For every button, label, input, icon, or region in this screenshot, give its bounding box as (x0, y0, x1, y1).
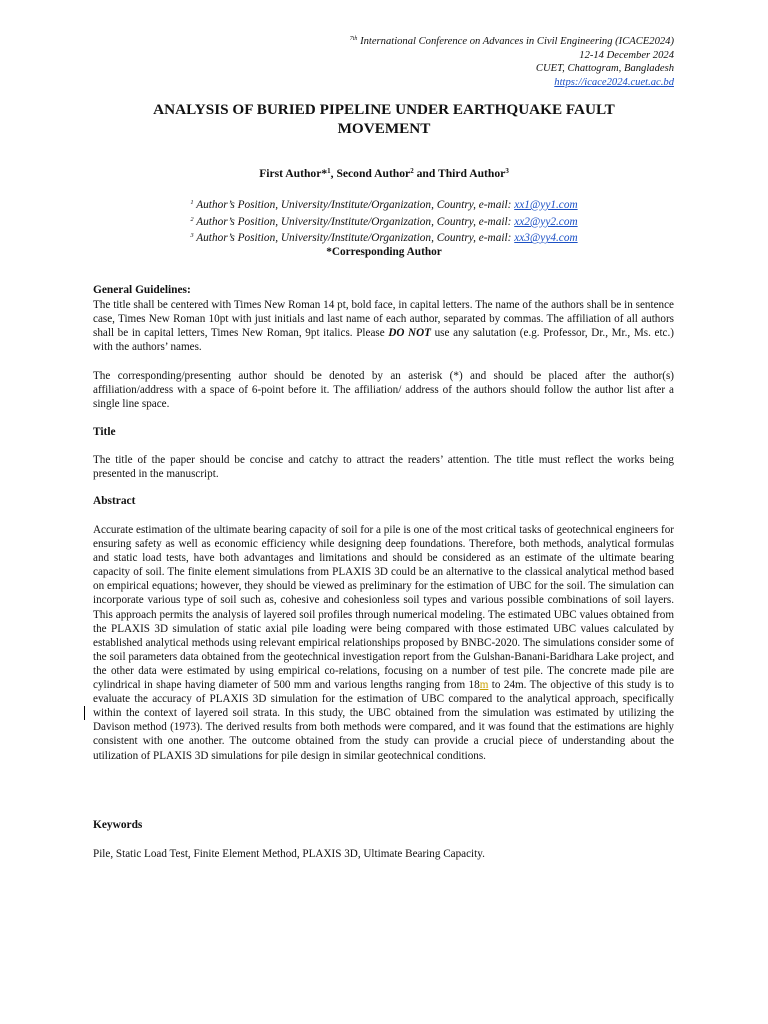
first-author: First Author* (259, 167, 328, 180)
affiliation-2-email-link[interactable]: xx2@yy2.com (514, 215, 578, 228)
affiliation-3-text: Author’s Position, University/Institute/Organization, Country, e-mail: (196, 232, 515, 245)
text-cursor (84, 706, 85, 720)
abstract-text-part-1: Accurate estimation of the ultimate bearing capacity of soil for a pile is one of the most critical tasks of geotechnical engineers for ensuring safety as well as economic efficiency while designing deep foundations. Therefore, both methods, analytical formulas and static load tests, have both advantages and limitations and should be considered as an estimate of the ultimate bearing capacity of soil. The finite element simulations from PLAXIS 3D could be an alternative to the classical analytical method based on empirical equations; however, they should be viewed as preliminary for the estimation of UBC for the soil. The simulation can incorporate various type of soil such as, cohesive and cohesionless soil types and various possible combinations of soil layers. This approach permits the analysis of layered soil profiles through numerical modeling. The estimated UBC values obtained from the PLAXIS 3D simulation of static axial pile loading were being compared with those estimated UBC values calculated by established analytical methods using relevant empirical relationships proposed by BNBC-2020. The simulations consider some of the soil parameters data obtained from the geotechnical investigation report from the Gulshan-Banani-Baridhara Lake project, and the other data were estimated by using empirical co-relations, focusing on a number of test pile. The concrete made pile are cylindrical in shape having diameter of 500 mm and various lengths ranging from 18 (93, 524, 674, 692)
keywords-text: Pile, Static Load Test, Finite Element Method, PLAXIS 3D, Ultimate Bearing Capacity. (93, 848, 485, 860)
do-not-emphasis: DO NOT (388, 327, 431, 340)
first-author-affil-num: 1 (327, 167, 331, 175)
guidelines-paragraph-2: The corresponding/presenting author should be denoted by an asterisk (*) and should be placed after the author(s) affiliation/address with a space of 6-point before it. The affiliation/ address of the authors should follow the author list after a single line space. (93, 370, 674, 411)
abstract-text[interactable] (93, 523, 674, 763)
affiliation-2 (94, 213, 674, 230)
corresponding-author-note: *Corresponding Author (326, 246, 442, 258)
conference-ordinal-suffix: th (352, 36, 358, 42)
conference-name-line (254, 33, 674, 49)
paper-title-line-2: MOVEMENT (337, 120, 431, 137)
affiliation-3-email-link[interactable]: xx3@yy4.com (514, 232, 578, 245)
guidelines-p1-end: use any salutation (e.g. Professor, Dr., Mr., Ms. etc.) with the authors’ names. (93, 327, 674, 354)
affiliation-2-text: Author’s Position, University/Institute/Organization, Country, e-mail: (196, 215, 515, 228)
abstract-heading: Abstract (93, 495, 136, 507)
third-author: and Third Author (413, 167, 506, 180)
affiliation-1-number: 1 (190, 199, 194, 206)
abstract-text-part-2: to 24m. The objective of this study is to evaluate the accuracy of PLAXIS 3D simulation for the estimation of UBC compared to the analytical approach, specifically within the context of layered soil strata. In this study, the UBC obtained from the simulation was estimated by utilizing the Davison method (1973). The derived results from both methods were compared, and it was found that the estimations are highly consistent with one another. The outcome obtained from the study can provide a crucial piece of understanding about the utilization of PLAXIS 3D simulations for pile design in similar geotechnical conditions. (93, 679, 674, 762)
conference-dates: 12-14 December 2024 (579, 49, 674, 61)
affiliation-1-email-link[interactable]: xx1@yy1.com (514, 199, 578, 211)
affiliation-1 (94, 196, 674, 213)
affiliation-list (94, 196, 674, 246)
paper-title-line-1: ANALYSIS OF BURIED PIPELINE UNDER EARTHQUAKE FAULT (153, 101, 615, 118)
guidelines-p1-start: The title shall be centered with Times New Roman 14 pt, bold face, in capital letters. The name of the authors shall be in sentence case, Times New Roman 10pt with just initials and last name of each author, separated by commas. The affiliation of all authors shall be in capital letters, Times New Roman, 9pt italics. Please (93, 299, 674, 340)
conference-venue: CUET, Chattogram, Bangladesh (535, 63, 674, 74)
affiliation-3-number: 3 (190, 232, 194, 240)
second-author: , Second Author (330, 167, 411, 180)
title-section-text: The title of the paper should be concise and catchy to attract the readers’ attention. The title must reflect the works being presented in the manuscript. (93, 454, 674, 481)
general-guidelines-heading: General Guidelines: (93, 284, 191, 296)
conference-name: International Conference on Advances in Civil Engineering (ICACE2024) (360, 36, 674, 47)
title-section-heading: Title (93, 426, 116, 438)
second-author-affil-num: 2 (410, 167, 414, 175)
affiliation-1-text: Author’s Position, University/Institute/Organization, Country, e-mail: (196, 199, 515, 211)
affiliation-2-number: 2 (190, 215, 194, 223)
author-list (94, 167, 674, 180)
spellcheck-highlight[interactable]: m (479, 679, 489, 692)
affiliation-3 (94, 229, 674, 246)
paper-title (94, 100, 674, 138)
third-author-affil-num: 3 (505, 167, 509, 175)
keywords-heading: Keywords (93, 819, 143, 831)
guidelines-paragraph-1 (93, 298, 674, 354)
conference-number: 7 (349, 36, 353, 42)
conference-url-link[interactable]: https://icace2024.cuet.ac.bd (554, 76, 674, 88)
conference-header (254, 33, 674, 89)
